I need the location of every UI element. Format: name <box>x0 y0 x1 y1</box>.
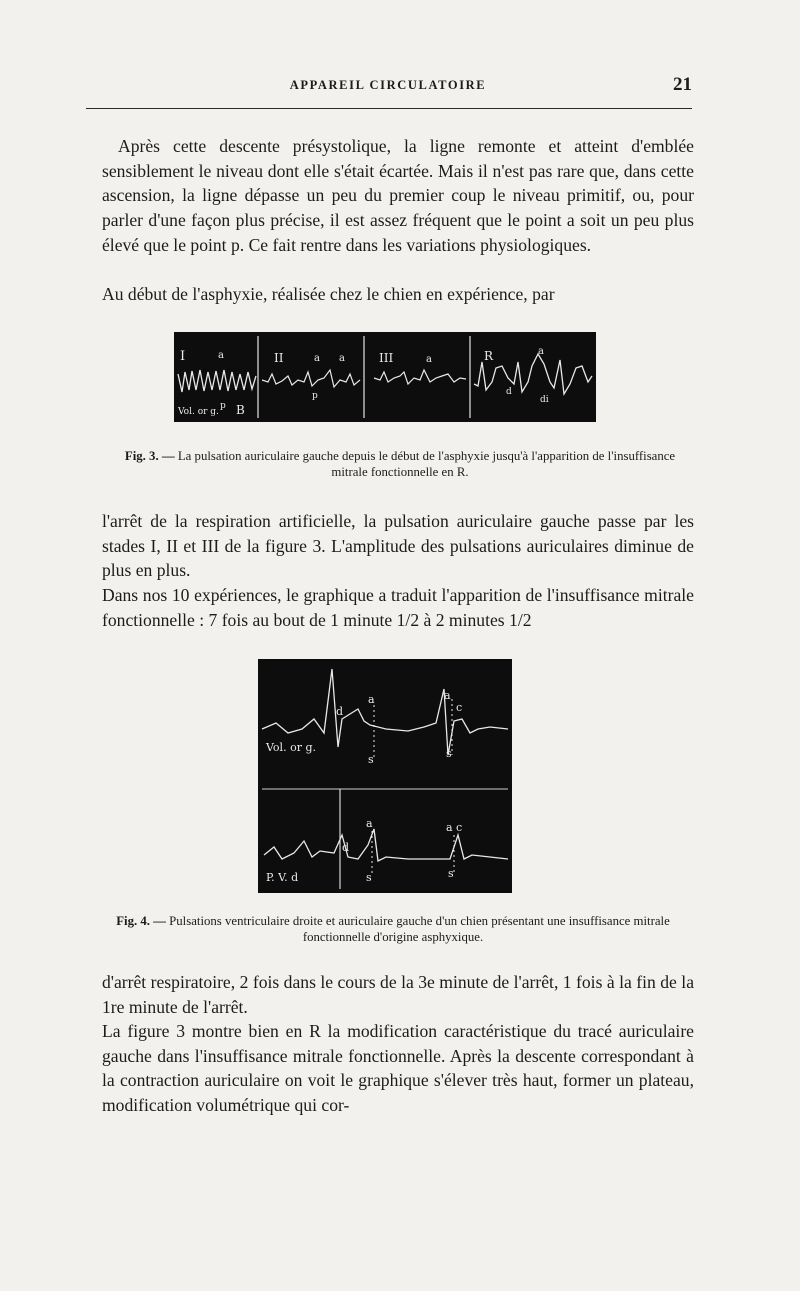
fig4-label-d-1: d <box>336 705 344 718</box>
fig4-label-a-1: a <box>368 693 375 706</box>
fig4-label-pvd: P. V. d <box>266 871 299 884</box>
figure-3-caption-text: La pulsation auriculaire gauche depuis le début de l'asphyxie jusqu'à l'apparition de l'insuffisance mitrale fonctionnelle en R. <box>177 449 676 479</box>
paragraph-6: La figure 3 montre bien en R la modification caractéristique du tracé auriculaire gauche dans l'insuffisance mitrale fonctionnelle. Après la descente correspondant à la contraction auriculaire on voit le graphique s'élever très haut, former un plateau, modification volumétrique qui cor- <box>102 1021 694 1116</box>
page-number: 21 <box>673 74 692 95</box>
running-title: APPAREIL CIRCULATOIRE <box>289 78 487 92</box>
fig4-label-s-4: s <box>448 867 454 880</box>
fig3-label-a-1: a <box>218 350 224 361</box>
figure-4-caption-text: Pulsations ventriculaire droite et auriculaire gauche d'un chien présentant une insuffisance mitrale fonctionnelle d'origine asphyxique. <box>169 914 670 944</box>
paragraph-5: d'arrêt respiratoire, 2 fois dans le cours de la 3e minute de l'arrêt, 1 fois à la fin de la 1re minute de l'arrêt. <box>102 972 694 1017</box>
paragraph-3: l'arrêt de la respiration artificielle, la pulsation auriculaire gauche passe par les stades I, II et III de la figure 3. L'amplitude des pulsations auriculaires diminue de plus en plus. <box>102 511 694 581</box>
fig3-label-vol: Vol. or g. <box>178 407 219 417</box>
paragraph-1: Après cette descente présystolique, la ligne remonte et atteint d'emblée sensiblement le niveau dont elle s'était écartée. Mais il n'est pas rare que, dans cette ascension, la ligne dépasse un peu du premier coup le niveau primitif, ou, pour parler d'une façon plus précise, il est assez fréquent que le point a soit un peu plus élevé que le point p. Ce fait rentre dans les variations physiologiques. <box>102 136 694 255</box>
fig3-label-a-4: a <box>426 354 432 365</box>
fig4-label-c-1: c <box>456 701 463 714</box>
figure-4-caption-label: Fig. 4. — <box>116 914 166 928</box>
fig3-label-a-3: a <box>339 353 345 364</box>
fig3-label-di: di <box>540 395 549 405</box>
fig3-label-II: II <box>274 351 284 365</box>
figure-3-caption <box>106 449 694 480</box>
paragraph-4: Dans nos 10 expériences, le graphique a traduit l'apparition de l'insuffisance mitrale fonctionnelle : 7 fois au bout de 1 minute 1/2 à 2 minutes 1/2 <box>102 585 694 630</box>
fig4-label-a-3: a <box>366 817 373 830</box>
fig4-label-vol: Vol. or g. <box>266 741 316 754</box>
fig4-label-c-2: c <box>456 821 463 834</box>
figure-4-caption <box>82 914 704 945</box>
figure-4-image <box>258 659 512 893</box>
fig4-label-s-1: s <box>368 753 374 766</box>
fig3-label-III: III <box>379 351 394 365</box>
fig3-label-I: I <box>180 349 186 364</box>
paragraph-2: Au début de l'asphyxie, réalisée chez le chien en expérience, par <box>102 284 555 304</box>
fig4-label-s-3: s <box>366 871 372 884</box>
figure-3-image <box>174 332 596 422</box>
fig3-label-a-2: a <box>314 353 320 364</box>
fig3-label-B: B <box>236 403 245 417</box>
fig4-label-a-2: a <box>444 689 451 702</box>
header-rule <box>86 108 692 109</box>
fig3-label-p-1: p <box>312 391 318 401</box>
fig3-label-a-5: a <box>538 346 544 357</box>
figure-3-caption-label: Fig. 3. — <box>124 449 175 463</box>
fig4-label-d-2: d <box>342 841 350 854</box>
fig3-label-p-2: p <box>220 401 226 411</box>
fig3-label-R: R <box>484 349 494 363</box>
fig4-label-a-4: a <box>446 821 453 834</box>
fig4-label-s-2: s <box>446 747 452 760</box>
page-header <box>86 76 690 100</box>
fig3-label-d: d <box>506 387 512 397</box>
